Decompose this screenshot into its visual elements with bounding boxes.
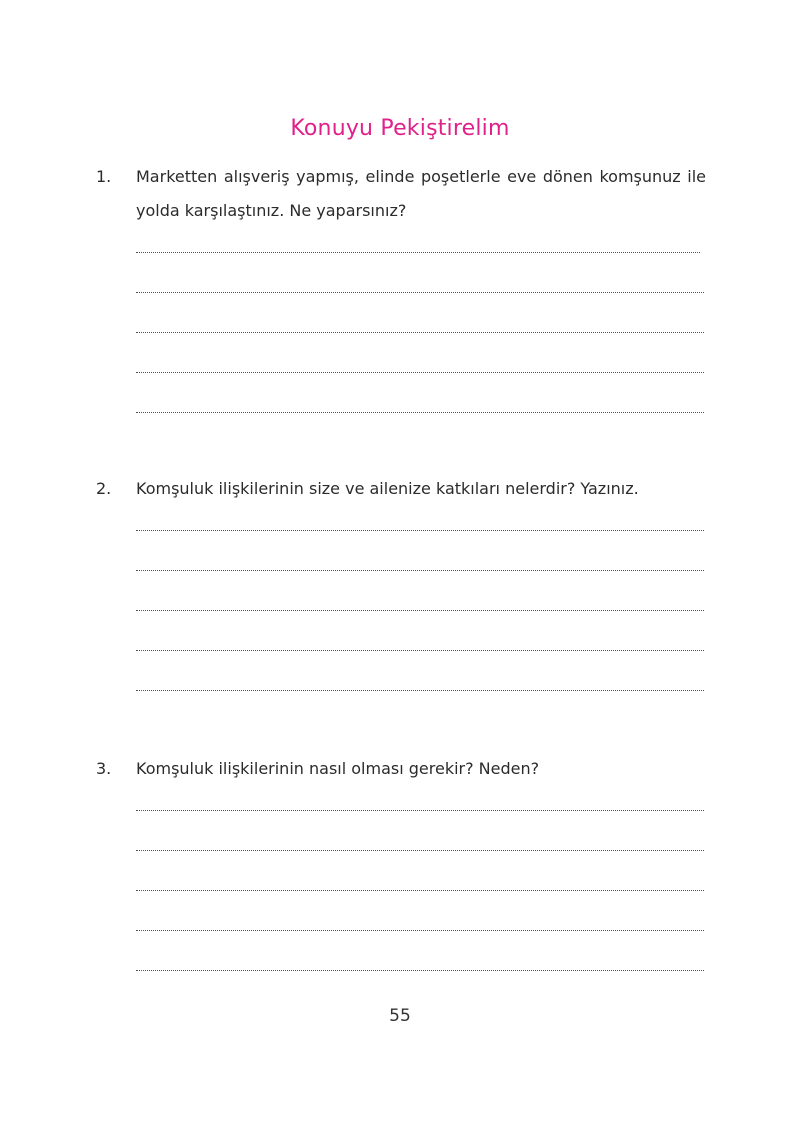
page-number: 55 [389,1006,411,1026]
answer-line[interactable] [136,890,704,891]
answer-line[interactable] [136,850,704,851]
answer-line[interactable] [136,332,704,333]
answer-line[interactable] [136,810,704,811]
answer-line[interactable] [136,650,704,651]
answer-line[interactable] [136,530,704,531]
question-text: Komşuluk ilişkilerinin nasıl olması gerekir? Neden? [136,759,540,778]
answer-line[interactable] [136,412,704,413]
question-2 [96,472,706,698]
answer-line[interactable] [136,970,704,971]
question-3 [96,752,706,978]
question-text: Marketten alışveriş yapmış, elinde poşetlerle eve dönen komşunuz ile yolda karşılaştınız. Ne yaparsınız? [136,167,706,220]
answer-line[interactable] [136,292,704,293]
answer-line[interactable] [136,570,704,571]
answer-line[interactable] [136,372,704,373]
question-number: 2. [96,479,112,498]
answer-line[interactable] [136,252,700,253]
answer-line[interactable] [136,930,704,931]
question-text: Komşuluk ilişkilerinin size ve ailenize katkıları nelerdir? Yazınız. [136,479,639,498]
question-1 [96,160,706,420]
answer-line[interactable] [136,610,704,611]
question-number: 3. [96,759,112,778]
question-number: 1. [96,167,112,186]
page-title: Konuyu Pekiştirelim [290,116,510,141]
answer-line[interactable] [136,690,704,691]
